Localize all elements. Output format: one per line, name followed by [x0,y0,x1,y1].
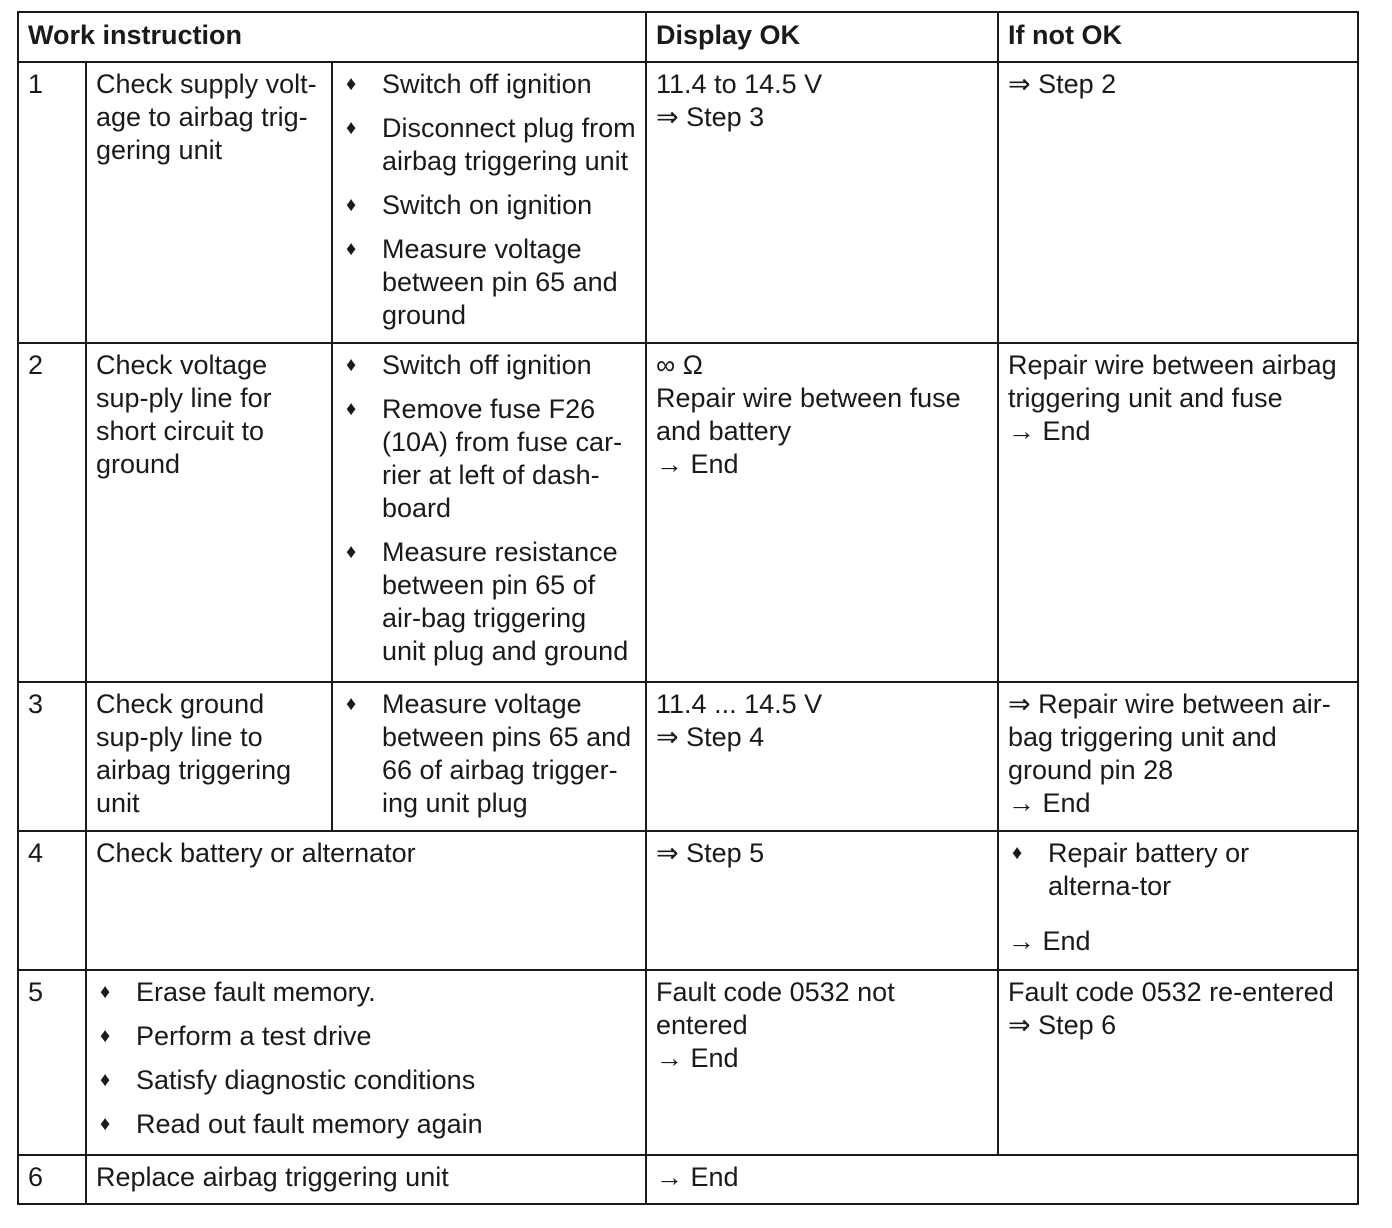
table-row [18,682,1358,831]
bullet-icon: ♦ [100,981,111,1003]
bullet-icon: ♦ [100,1069,111,1091]
ok-result-line: 11.4 to 14.5 V [656,69,823,99]
not-ok-result-line: Repair wire between airbag triggering unit and fuse [1008,350,1337,413]
ok-result-line: ∞ Ω [656,350,703,380]
display-ok-cell [646,831,998,970]
bullet-icon: ♦ [346,398,357,420]
not-ok-result-line: → End [1008,416,1091,446]
work-instruction-table [17,11,1359,1205]
check-description: Check battery or alternator [86,831,646,970]
check-description: Replace airbag triggering unit [86,1155,646,1204]
action-item: ♦ Measure resistance between pin 65 of air-bag triggering unit plug and ground [346,537,629,666]
action-item: ♦ Measure voltage between pins 65 and 66 of airbag trigger-ing unit plug [346,689,632,818]
bullet-icon: ♦ [346,194,357,216]
table-row [18,62,1358,343]
if-not-ok-cell [998,343,1358,682]
if-not-ok-cell [998,62,1358,343]
check-description: Check voltage sup-ply line for short circuit to ground [86,343,332,682]
result-cell: → End [646,1155,1358,1204]
bullet-icon: ♦ [100,1025,111,1047]
ok-result-line: Repair wire between fuse and battery [656,383,961,446]
display-ok-cell [646,682,998,831]
step-number: 6 [18,1155,86,1204]
not-ok-result-line: ⇒ Repair wire between air-bag triggering unit and ground pin 28 [1008,689,1331,785]
bullet-icon: ♦ [346,238,357,260]
step-number: 4 [18,831,86,970]
check-description: Check supply volt-age to airbag trig-gering unit [86,62,332,343]
action-item: ♦ Read out fault memory again [100,1109,483,1139]
if-not-ok-cell [998,831,1358,970]
action-item: ♦ Perform a test drive [100,1021,372,1051]
bullet-icon: ♦ [346,541,357,563]
bullet-icon: ♦ [346,354,357,376]
action-item: ♦ Erase fault memory. [100,977,376,1007]
action-item: ♦ Remove fuse F26 (10A) from fuse car-rier at left of dash-board [346,394,623,523]
bullet-icon: ♦ [1012,842,1023,864]
action-list-cell [332,62,646,343]
action-item: ♦ Disconnect plug from airbag triggering unit [346,113,636,176]
ok-result-line: Fault code 0532 not entered [656,977,895,1040]
bullet-icon: ♦ [346,693,357,715]
action-item: ♦ Switch on ignition [346,190,593,220]
ok-result-line: → End [656,449,739,479]
bullet-icon: ♦ [100,1113,111,1135]
header-work-instruction: Work instruction [18,12,646,62]
step-number: 2 [18,343,86,682]
action-item: ♦ Switch off ignition [346,350,592,380]
if-not-ok-cell [998,682,1358,831]
not-ok-result-line: ⇒ Step 2 [1008,69,1117,99]
if-not-ok-cell [998,970,1358,1155]
not-ok-result-line: → End [1008,788,1091,818]
table-row [18,831,1358,970]
header-display-ok: Display OK [646,12,998,62]
step-number: 3 [18,682,86,831]
step-number: 5 [18,970,86,1155]
display-ok-cell [646,62,998,343]
header-if-not-ok: If not OK [998,12,1358,62]
not-ok-result-line: → End [1008,926,1091,956]
ok-result-line: → End [656,1043,739,1073]
action-list-cell [332,682,646,831]
table-row [18,1155,1358,1204]
action-item: ♦ Switch off ignition [346,69,592,99]
table-row [18,970,1358,1155]
not-ok-result-line: Fault code 0532 re-entered [1008,977,1334,1007]
display-ok-cell [646,970,998,1155]
step-number: 1 [18,62,86,343]
bullet-icon: ♦ [346,117,357,139]
ok-result-line: ⇒ Step 5 [656,838,765,868]
ok-result-line: 11.4 ... 14.5 V [656,689,823,719]
action-list-cell [332,343,646,682]
bullet-icon: ♦ [346,73,357,95]
table-row [18,343,1358,682]
ok-result-line: ⇒ Step 4 [656,722,765,752]
header-row [18,12,1358,62]
action-item: ♦ Satisfy diagnostic conditions [100,1065,476,1095]
action-item: ♦ Measure voltage between pin 65 and ground [346,234,618,330]
action-item: ♦ Repair battery or alterna-tor [1012,838,1250,901]
action-list-cell [86,970,646,1155]
display-ok-cell [646,343,998,682]
check-description: Check ground sup-ply line to airbag triggering unit [86,682,332,831]
ok-result-line: ⇒ Step 3 [656,102,765,132]
not-ok-result-line: ⇒ Step 6 [1008,1010,1117,1040]
